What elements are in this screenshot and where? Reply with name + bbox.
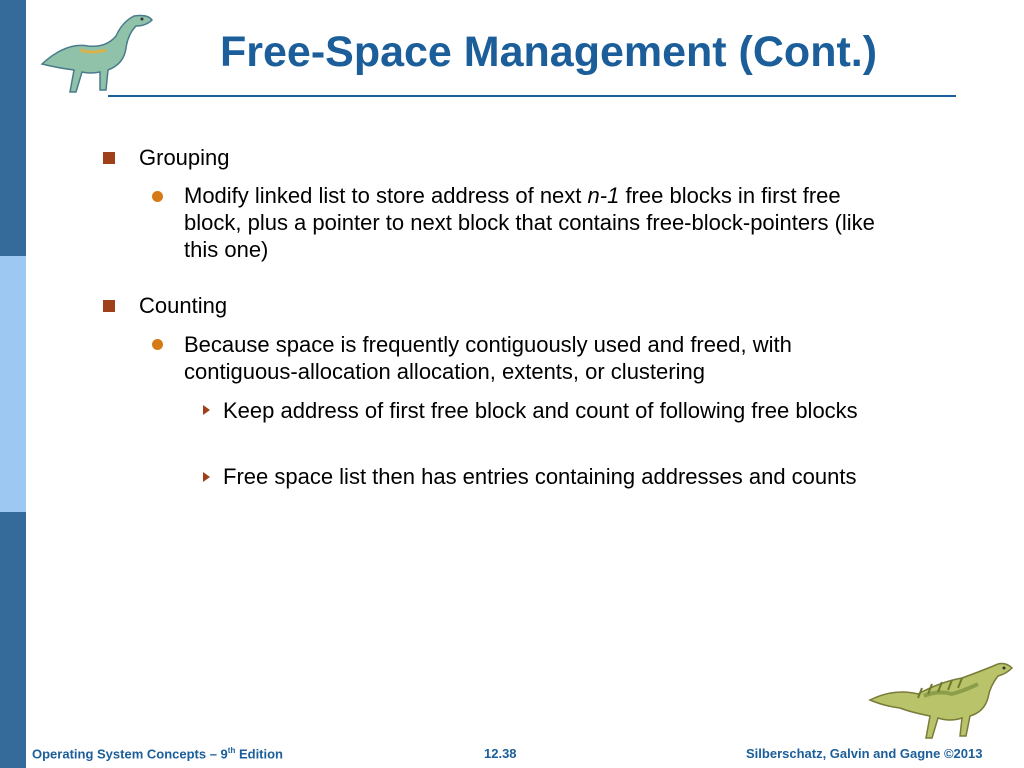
footer-authors: Silberschatz, Galvin and Gagne ©2013	[746, 746, 983, 761]
footer-book-title-sup: th	[227, 746, 236, 755]
footer-page-number: 12.38	[484, 746, 517, 761]
triangle-bullet-icon	[203, 472, 210, 482]
footer-book-title-main: Operating System Concepts – 9	[32, 746, 228, 762]
footer-book-title	[32, 746, 283, 761]
triangle-bullet-icon	[203, 405, 210, 415]
grouping-bullet-italic: n-1	[587, 183, 620, 208]
counting-bullet: Because space is frequently contiguously used and freed, with contiguous-allocation allocation, extents, or clustering	[184, 332, 792, 384]
dot-bullet-icon	[152, 191, 163, 202]
grouping-bullet-text-end: free blocks in first free block, plus a pointer to next block that contains free-block-pointers (like this one)	[184, 183, 875, 262]
grouping-bullet	[184, 182, 904, 263]
square-bullet-icon	[103, 300, 115, 312]
counting-sub-item: Free space list then has entries containing addresses and counts	[223, 464, 857, 489]
counting-heading: Counting	[139, 293, 228, 318]
counting-sub-item: Keep address of first free block and count of following free blocks	[223, 398, 858, 423]
square-bullet-icon	[103, 152, 115, 164]
grouping-bullet-text-start: Modify linked list to store address of next	[184, 183, 588, 208]
grouping-heading: Grouping	[139, 145, 230, 170]
footer-book-title-end: Edition	[235, 746, 284, 762]
dinosaur-logo-bottom	[866, 660, 1018, 744]
slide-title: Free-Space Management (Cont.)	[220, 28, 878, 76]
dot-bullet-icon	[152, 339, 163, 350]
